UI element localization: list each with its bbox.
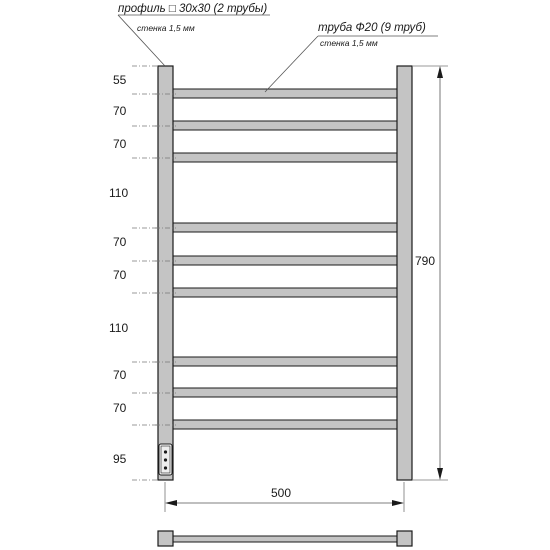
tube-wall-label: стенка 1,5 мм (320, 38, 378, 48)
spacing-label-4: 110 (109, 186, 129, 200)
profile-label: профиль □ 30х30 (2 трубы) (118, 3, 268, 15)
tube-4 (173, 223, 397, 232)
connector-dot-2 (164, 458, 167, 461)
plan-view-tube (172, 536, 398, 542)
connector-dot-1 (164, 450, 167, 453)
left-profile (158, 66, 173, 480)
spacing-label-2: 70 (113, 104, 127, 118)
spacing-label-5: 70 (113, 235, 127, 249)
tube-1 (173, 89, 397, 98)
tube-3 (173, 153, 397, 162)
plan-view-right-profile (397, 531, 412, 546)
tube-6 (173, 288, 397, 297)
tube-2 (173, 121, 397, 130)
plan-view (158, 531, 412, 546)
tubes (173, 89, 397, 429)
spacing-extension-lines (132, 66, 158, 480)
spacing-labels (109, 73, 128, 466)
tube-9 (173, 420, 397, 429)
heater-connector (159, 444, 172, 475)
spacing-label-3: 70 (113, 137, 127, 151)
tube-8 (173, 388, 397, 397)
spacing-label-8: 70 (113, 368, 127, 382)
plan-view-left-profile (158, 531, 173, 546)
height-dimension (412, 66, 448, 480)
height-label: 790 (415, 254, 436, 268)
width-label: 500 (271, 486, 292, 500)
connector-dot-3 (164, 466, 167, 469)
profile-wall-label: стенка 1,5 мм (137, 23, 195, 33)
spacing-label-7: 110 (109, 321, 129, 335)
spacing-label-10: 95 (113, 452, 127, 466)
spacing-label-6: 70 (113, 268, 127, 282)
profile-callout (118, 3, 270, 66)
tube-7 (173, 357, 397, 366)
spacing-label-9: 70 (113, 401, 127, 415)
tube-label: труба Ф20 (9 труб) (318, 22, 426, 34)
width-dimension (165, 482, 404, 512)
right-profile (397, 66, 412, 480)
spacing-label-1: 55 (113, 73, 127, 87)
tube-5 (173, 256, 397, 265)
